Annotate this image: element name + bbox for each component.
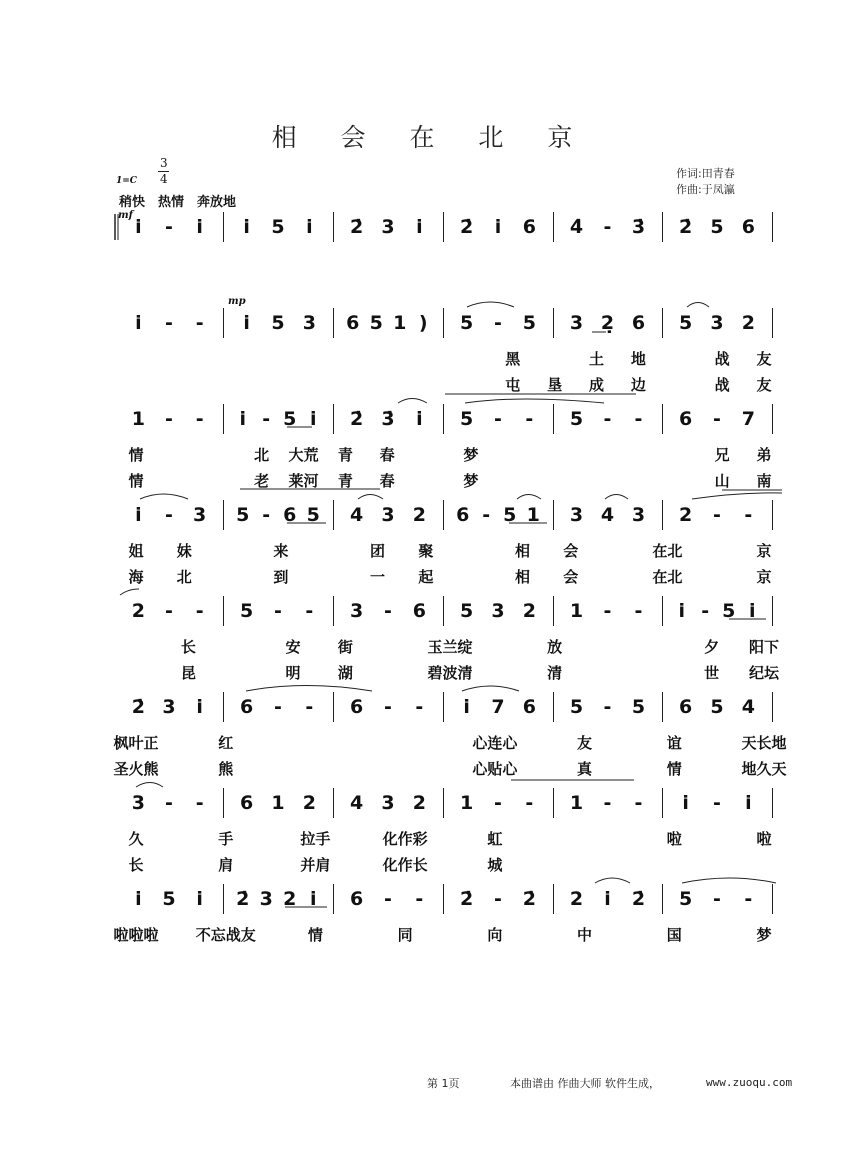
lyric-syllable: 啦啦啦 xyxy=(113,926,159,944)
lyric-syllable: 老 xyxy=(254,472,270,490)
note: - xyxy=(744,504,753,526)
lyric-syllable: 山 xyxy=(714,472,730,490)
note: - xyxy=(415,696,424,718)
lyric-syllable: 在北 xyxy=(652,568,683,586)
note: i xyxy=(135,312,142,334)
lyric-syllable: 京 xyxy=(756,542,772,560)
lyric-syllable: 夕 xyxy=(704,638,720,656)
note: 2 xyxy=(131,600,145,622)
lyric-syllable: 土 xyxy=(589,350,605,368)
note: 5 xyxy=(722,600,736,622)
note: - xyxy=(384,696,392,718)
note: i xyxy=(243,312,250,334)
note: - xyxy=(525,792,534,814)
lyric-syllable: 昆 xyxy=(180,664,196,682)
note: - xyxy=(603,792,612,814)
lyric-syllable: 虹 xyxy=(487,830,503,848)
lyric-syllable: 肩 xyxy=(218,856,234,874)
note: i xyxy=(135,888,142,910)
tie-arc xyxy=(687,303,709,308)
note: - xyxy=(603,408,612,430)
note: - xyxy=(494,792,502,814)
composer-credit: 作曲:于凤瀛 xyxy=(676,183,735,196)
note: 1 xyxy=(569,792,584,814)
note: - xyxy=(713,408,721,430)
note: 3 xyxy=(710,312,724,334)
note: 3̇ xyxy=(381,408,395,430)
lyric-syllable: 友 xyxy=(756,350,772,368)
lyric-syllable: 南 xyxy=(756,472,772,490)
lyric-syllable: 垦 xyxy=(547,376,563,394)
tie-arc xyxy=(605,495,628,500)
lyric-syllable: 情 xyxy=(666,760,682,778)
note: 1 xyxy=(569,600,584,622)
note: i xyxy=(196,216,203,238)
note: 5 xyxy=(679,312,693,334)
lyric-syllable: 久 xyxy=(128,830,144,848)
generator-site: www.zuoqu.com xyxy=(706,1076,793,1089)
lyric-syllable: 心连心 xyxy=(472,734,518,752)
lyric-syllable: 战 xyxy=(714,350,730,368)
lyric-syllable: 青 xyxy=(337,472,353,490)
lyric-syllable: 向 xyxy=(487,926,503,944)
note: 3 xyxy=(381,504,395,526)
note: i xyxy=(494,216,502,238)
note: i xyxy=(239,408,247,430)
note: 6 xyxy=(412,600,426,622)
note: i xyxy=(135,216,142,238)
note: 3 xyxy=(302,312,316,334)
tie-arc xyxy=(140,494,188,499)
note: - xyxy=(262,408,271,430)
tie-arc xyxy=(467,302,514,307)
note: 2̇ xyxy=(679,216,693,238)
lyric-syllable: 来 xyxy=(273,542,289,560)
note: 5 xyxy=(240,600,254,622)
note: 1 xyxy=(131,408,145,430)
tie-arc xyxy=(136,783,163,788)
lyric-syllable: 化作长 xyxy=(382,856,428,874)
lyric-syllable: 圣火熊 xyxy=(113,760,159,778)
lyric-syllable: 同 xyxy=(397,926,413,944)
lyric-syllable: 长 xyxy=(180,638,196,656)
note: - xyxy=(494,408,502,430)
note: - xyxy=(415,888,424,910)
lyric-syllable: 屯 xyxy=(505,376,521,394)
note: 3 xyxy=(631,504,646,526)
note: i xyxy=(243,216,250,238)
note: 5 xyxy=(710,216,724,238)
note: i xyxy=(196,696,203,718)
note: i xyxy=(748,600,756,622)
note: 5 xyxy=(283,408,297,430)
note: 6 xyxy=(240,792,254,814)
lyric-syllable: 海 xyxy=(128,568,144,586)
note: 2̇ xyxy=(460,888,474,910)
lyric-syllable: 不忘战友 xyxy=(195,926,256,944)
note: - xyxy=(274,696,282,718)
lyric-syllable: 成 xyxy=(589,376,605,394)
note: 2̣ xyxy=(600,312,615,334)
note: - xyxy=(165,792,173,814)
note: - xyxy=(305,600,314,622)
lyric-syllable: 并肩 xyxy=(300,856,331,874)
note: 2 xyxy=(522,600,536,622)
lyric-syllable: 碧波清 xyxy=(427,664,473,682)
note: 5 xyxy=(569,408,584,430)
lyric-syllable: 拉手 xyxy=(300,830,331,848)
note: 5 xyxy=(460,312,474,334)
key-signature: 1=C xyxy=(116,176,137,186)
note: 5 xyxy=(679,888,693,910)
lyric-syllable: 会 xyxy=(563,568,579,586)
note: 2̇ xyxy=(350,408,364,430)
lyric-syllable: 红 xyxy=(218,734,234,752)
note: 3 xyxy=(193,504,207,526)
note: 1 xyxy=(460,792,474,814)
note: - xyxy=(634,792,643,814)
lyric-syllable: 春 xyxy=(379,472,395,490)
lyricist-credit: 作词:田青春 xyxy=(676,167,735,180)
lyric-syllable: 世 xyxy=(704,664,720,682)
tie-arc xyxy=(465,399,604,403)
lyric-syllable: 友 xyxy=(756,376,772,394)
note: 3 xyxy=(491,600,505,622)
lyric-syllable: 街 xyxy=(337,638,353,656)
note: i xyxy=(309,888,317,910)
note: 4 xyxy=(350,792,364,814)
lyric-syllable: 纪坛 xyxy=(748,664,780,682)
lyric-syllable: 明 xyxy=(285,664,301,682)
tie-arc xyxy=(595,878,630,883)
lyric-syllable: 心贴心 xyxy=(472,760,518,778)
lyric-syllable: 清 xyxy=(547,664,563,682)
lyric-syllable: 团 xyxy=(370,542,386,560)
note: 2̇ xyxy=(350,216,364,238)
lyric-syllable: 会 xyxy=(563,542,579,560)
note: 5 xyxy=(271,312,285,334)
note: 1 xyxy=(393,312,407,334)
note: 3 xyxy=(259,888,273,910)
note: i xyxy=(745,792,752,814)
lyric-syllable: 啦 xyxy=(666,830,682,848)
dynamic-mf: mf xyxy=(118,210,133,221)
lyric-syllable: 黑 xyxy=(505,350,521,368)
note: 2̇ xyxy=(522,888,536,910)
lyric-syllable: 安 xyxy=(285,638,301,656)
dynamic-mp: mp xyxy=(228,296,246,307)
note: 1 xyxy=(526,504,540,526)
lyric-syllable: 友 xyxy=(577,734,593,752)
note: 6 xyxy=(240,696,254,718)
lyric-syllable: 北 xyxy=(176,568,192,586)
tie-arc xyxy=(682,878,776,883)
note: 4 xyxy=(741,696,755,718)
note: 6 xyxy=(283,504,297,526)
note: i xyxy=(309,408,317,430)
lyric-syllable: 春 xyxy=(379,446,395,464)
note: - xyxy=(525,408,534,430)
note: - xyxy=(494,888,502,910)
note: 5 xyxy=(503,504,517,526)
lyric-syllable: 边 xyxy=(630,376,646,394)
lyric-syllable: 青 xyxy=(337,446,353,464)
lyric-syllable: 枫叶正 xyxy=(113,734,159,752)
note: 5 xyxy=(522,312,536,334)
note: 7 xyxy=(741,408,755,430)
lyric-syllable: 地久天 xyxy=(741,760,787,778)
lyric-syllable: 谊 xyxy=(666,734,682,752)
note: - xyxy=(195,312,204,334)
note: - xyxy=(165,504,173,526)
note: - xyxy=(165,408,173,430)
note: - xyxy=(165,600,173,622)
lyric-syllable: 弟 xyxy=(756,446,772,464)
note: - xyxy=(384,600,392,622)
lyric-syllable: 真 xyxy=(577,760,593,778)
note: 2̇ xyxy=(631,888,646,910)
note: 5 xyxy=(271,216,285,238)
lyric-syllable: 手 xyxy=(218,830,234,848)
note: 4̇ xyxy=(569,216,584,238)
note: 3̇ xyxy=(631,216,646,238)
lyric-syllable: 相 xyxy=(514,542,530,560)
note: - xyxy=(713,888,721,910)
tie-arc xyxy=(692,493,782,499)
lyric-syllable: 北 xyxy=(254,446,270,464)
note: 5 xyxy=(631,696,646,718)
note: ) xyxy=(418,312,428,334)
note: 6 xyxy=(350,888,364,910)
note: - xyxy=(494,312,502,334)
lyric-syllable: 起 xyxy=(418,568,434,586)
note: 2 xyxy=(412,792,426,814)
note: 6 xyxy=(679,408,693,430)
lyric-syllable: 梦 xyxy=(463,446,479,464)
tie-arc xyxy=(462,686,519,691)
note: - xyxy=(744,888,753,910)
lyric-syllable: 情 xyxy=(128,446,144,464)
lyric-syllable: 情 xyxy=(307,926,323,944)
note: - xyxy=(603,216,612,238)
note: 5 xyxy=(710,696,724,718)
note: 3 xyxy=(162,696,176,718)
lyric-syllable: 熊 xyxy=(218,760,234,778)
note: 2̇ xyxy=(236,888,250,910)
note: - xyxy=(195,408,204,430)
note: 5 xyxy=(369,312,383,334)
note: 5 xyxy=(306,504,320,526)
note: 3 xyxy=(569,312,584,334)
note: 6 xyxy=(631,312,646,334)
note: 6 xyxy=(346,312,360,334)
lyric-syllable: 战 xyxy=(714,376,730,394)
note: 6 xyxy=(679,696,693,718)
note: 2 xyxy=(412,504,426,526)
note: 3 xyxy=(381,216,395,238)
note: - xyxy=(713,792,721,814)
note: i xyxy=(416,216,423,238)
tie-arc xyxy=(398,399,427,404)
note: 3 xyxy=(131,792,145,814)
lyric-syllable: 城 xyxy=(487,856,503,874)
note: 5 xyxy=(236,504,250,526)
lyric-syllable: 化作彩 xyxy=(382,830,428,848)
lyric-syllable: 长 xyxy=(128,856,144,874)
note: - xyxy=(165,216,173,238)
note: - xyxy=(634,600,643,622)
note: - xyxy=(713,504,721,526)
note: 2̇ xyxy=(460,216,474,238)
note: 2 xyxy=(302,792,316,814)
note: 5 xyxy=(162,888,176,910)
note: 5 xyxy=(460,600,474,622)
time-signature-top: 3 xyxy=(160,156,168,170)
note: 6 xyxy=(350,696,364,718)
lyric-syllable: 京 xyxy=(756,568,772,586)
lyric-syllable: 放 xyxy=(547,638,563,656)
lyric-syllable: 兄 xyxy=(714,446,730,464)
time-signature-bottom: 4 xyxy=(160,172,168,186)
note: 2̇ xyxy=(131,696,145,718)
lyric-syllable: 天长地 xyxy=(741,734,787,752)
note: - xyxy=(195,600,204,622)
note: - xyxy=(701,600,710,622)
note: - xyxy=(634,408,643,430)
note: i xyxy=(682,792,689,814)
note: i xyxy=(604,888,611,910)
note: 6 xyxy=(522,216,536,238)
generator-note: 本曲谱由 作曲大师 软件生成， xyxy=(510,1077,660,1090)
lyric-syllable: 莱河 xyxy=(288,472,319,490)
note: 3 xyxy=(381,792,395,814)
lyric-syllable: 地 xyxy=(630,350,646,368)
note: 5 xyxy=(460,408,474,430)
note: i xyxy=(463,696,470,718)
lyric-syllable: 到 xyxy=(273,568,289,586)
note: - xyxy=(274,600,282,622)
lyric-syllable: 中 xyxy=(577,926,593,944)
note: 6 xyxy=(522,696,536,718)
lyric-syllable: 国 xyxy=(666,926,682,944)
lyric-syllable: 玉兰绽 xyxy=(427,638,473,656)
note: i xyxy=(135,504,142,526)
song-title: 相 会 在 北 京 xyxy=(271,123,591,152)
note: - xyxy=(482,504,491,526)
note: 2 xyxy=(741,312,755,334)
note: - xyxy=(165,312,173,334)
note: 7 xyxy=(491,696,505,718)
lyric-syllable: 相 xyxy=(514,568,530,586)
lyric-syllable: 情 xyxy=(128,472,144,490)
note: 2 xyxy=(283,888,297,910)
lyric-syllable: 在北 xyxy=(652,542,683,560)
note: - xyxy=(603,696,612,718)
lyric-syllable: 姐 xyxy=(128,542,144,560)
note: 1 xyxy=(271,792,285,814)
lyric-syllable: 一 xyxy=(370,568,386,586)
lyric-syllable: 梦 xyxy=(756,926,772,944)
note: 6 xyxy=(456,504,470,526)
note: 4 xyxy=(350,504,364,526)
tie-arc xyxy=(246,686,372,692)
note: 6 xyxy=(741,216,755,238)
lyric-syllable: 阳下 xyxy=(748,638,780,656)
note: 4 xyxy=(600,504,615,526)
tempo-marking: 稍快 热情 奔放地 xyxy=(119,195,237,210)
note: 2 xyxy=(679,504,693,526)
note: 5 xyxy=(569,696,584,718)
page-number: 第 1页 xyxy=(427,1077,460,1090)
note: 3 xyxy=(569,504,584,526)
note: i xyxy=(306,216,313,238)
lyric-syllable: 梦 xyxy=(463,472,479,490)
lyric-syllable: 大荒 xyxy=(288,446,319,464)
lyric-syllable: 聚 xyxy=(418,542,434,560)
tie-arc xyxy=(120,589,139,595)
tie-arc xyxy=(517,495,541,500)
note: i xyxy=(196,888,203,910)
note: - xyxy=(195,792,204,814)
note: - xyxy=(603,600,612,622)
note: - xyxy=(384,888,392,910)
lyric-syllable: 啦 xyxy=(756,830,772,848)
tie-arc xyxy=(358,495,383,500)
lyric-syllable: 妹 xyxy=(176,542,192,560)
note: i xyxy=(678,600,686,622)
note: 2 xyxy=(569,888,584,910)
note: 3 xyxy=(350,600,364,622)
lyric-syllable: 湖 xyxy=(337,664,353,682)
note: - xyxy=(262,504,271,526)
note: i xyxy=(416,408,423,430)
note: - xyxy=(305,696,314,718)
